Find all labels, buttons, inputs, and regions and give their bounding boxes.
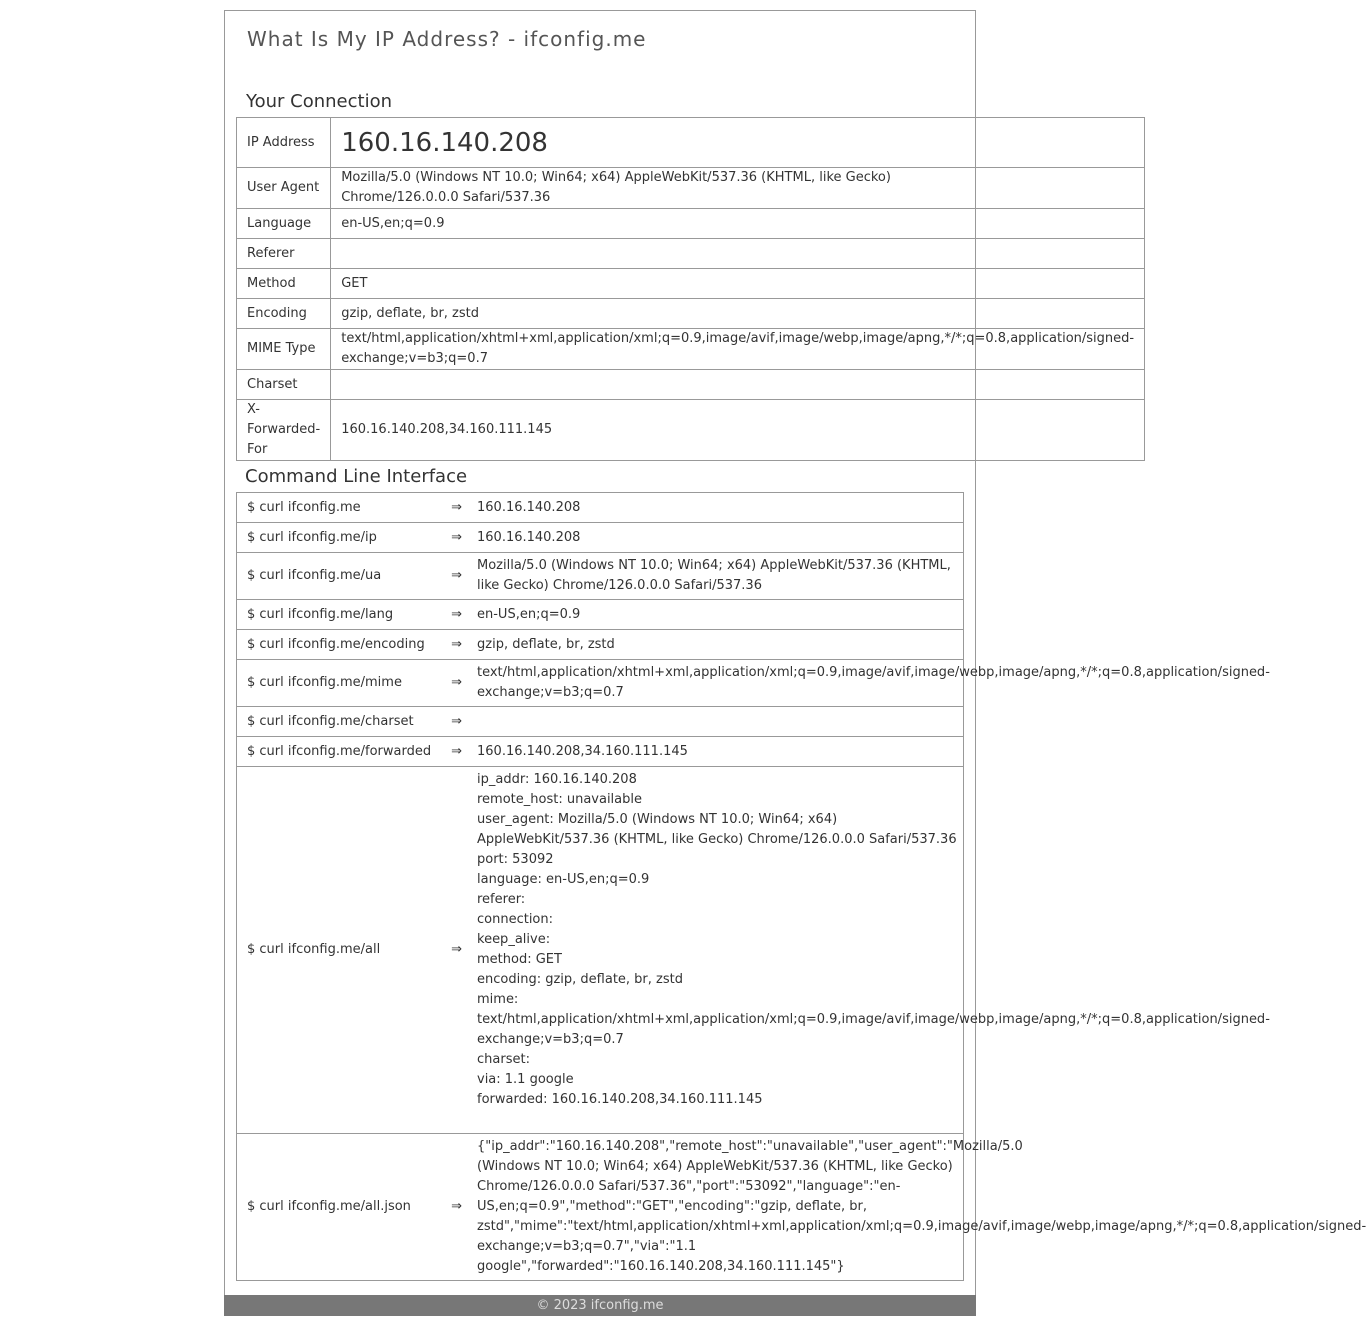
cli-row	[237, 600, 964, 630]
row-label: Method	[237, 269, 331, 299]
row-value	[331, 299, 1145, 329]
cli-output	[467, 1134, 1366, 1281]
connection-row	[237, 118, 1145, 168]
cli-command: $ curl ifconfig.me/forwarded	[237, 737, 447, 767]
connection-row	[237, 329, 1145, 370]
cli-command: $ curl ifconfig.me/all.json	[237, 1134, 447, 1281]
value-line: GET	[341, 275, 368, 291]
arrow-icon: ⇒	[446, 1134, 467, 1281]
output-line: google","forwarded":"160.16.140.208,34.160.111.145"}	[477, 1259, 845, 1274]
output-line: port: 53092	[477, 852, 554, 867]
cli-output	[467, 630, 964, 660]
output-line: via: 1.1 google	[477, 1072, 574, 1087]
cli-output	[467, 707, 964, 737]
cli-table	[236, 492, 1366, 1281]
output-line: en-US,en;q=0.9	[477, 606, 581, 622]
cli-command: $ curl ifconfig.me/charset	[237, 707, 447, 737]
cli-output	[467, 737, 964, 767]
output-line: mime:	[477, 992, 519, 1007]
row-label: MIME Type	[237, 329, 331, 370]
page-title: What Is My IP Address? - ifconfig.me	[247, 27, 647, 51]
cli-output	[467, 600, 964, 630]
cli-row	[237, 737, 964, 767]
row-label: IP Address	[237, 118, 331, 168]
cli-heading: Command Line Interface	[245, 466, 468, 487]
value-line: Mozilla/5.0 (Windows NT 10.0; Win64; x64) AppleWebKit/537.36 (KHTML, like Gecko)	[341, 170, 891, 185]
output-line: text/html,application/xhtml+xml,application/xml;q=0.9,image/avif,image/webp,image/apng,*/*;q=0.8,application/signed-	[477, 665, 1270, 680]
arrow-icon: ⇒	[446, 660, 467, 707]
output-line: Mozilla/5.0 (Windows NT 10.0; Win64; x64) AppleWebKit/537.36 (KHTML,	[477, 558, 951, 573]
row-label: User Agent	[237, 168, 331, 209]
cli-row	[237, 630, 964, 660]
connection-row	[237, 209, 1145, 239]
value-line: 160.16.140.208,34.160.111.145	[341, 422, 553, 437]
output-line: language: en-US,en;q=0.9	[477, 872, 650, 887]
row-value	[331, 400, 1145, 461]
output-line: forwarded: 160.16.140.208,34.160.111.145	[477, 1092, 763, 1107]
output-line: user_agent: Mozilla/5.0 (Windows NT 10.0; Win64; x64)	[477, 812, 838, 827]
value-line: text/html,application/xhtml+xml,application/xml;q=0.9,image/avif,image/webp,image/apng,*/*;q=0.8,application/signed-	[341, 331, 1135, 346]
connection-row	[237, 400, 1145, 461]
connection-row	[237, 239, 1145, 269]
cli-row	[237, 1134, 964, 1281]
row-label: Referer	[237, 239, 331, 269]
output-line: zstd","mime":"text/html,application/xhtml+xml,application/xml;q=0.9,image/avif,image/webp,image/apng,*/*;q=0.8,application/signed-	[477, 1219, 1366, 1234]
arrow-icon: ⇒	[446, 553, 467, 600]
cli-output	[467, 553, 964, 600]
cli-output	[467, 660, 1270, 707]
page-container	[224, 10, 1366, 1316]
connection-heading: Your Connection	[246, 91, 392, 112]
cli-row	[237, 767, 964, 1134]
output-line: keep_alive:	[477, 932, 551, 947]
output-line: 160.16.140.208,34.160.111.145	[477, 743, 688, 759]
footer: © 2023 ifconfig.me	[224, 1295, 976, 1316]
connection-row	[237, 370, 1145, 400]
value-line: 160.16.140.208	[341, 127, 548, 158]
cli-row	[237, 553, 964, 600]
row-value	[331, 209, 1145, 239]
arrow-icon: ⇒	[446, 493, 467, 523]
row-label: Encoding	[237, 299, 331, 329]
cli-row	[237, 660, 964, 707]
cli-command: $ curl ifconfig.me/ua	[237, 553, 447, 600]
row-label: Charset	[237, 370, 331, 400]
value-line: exchange;v=b3;q=0.7	[341, 351, 488, 366]
output-line: exchange;v=b3;q=0.7	[477, 685, 624, 700]
output-line	[477, 1110, 963, 1130]
row-value	[331, 329, 1145, 370]
row-value	[331, 239, 1145, 269]
arrow-icon: ⇒	[446, 737, 467, 767]
row-value	[331, 269, 1145, 299]
cli-output	[467, 523, 964, 553]
output-line: method: GET	[477, 952, 562, 967]
cli-command: $ curl ifconfig.me/ip	[237, 523, 447, 553]
cli-command: $ curl ifconfig.me/lang	[237, 600, 447, 630]
value-line: Chrome/126.0.0.0 Safari/537.36	[341, 190, 551, 205]
connection-table	[236, 117, 1145, 461]
cli-command: $ curl ifconfig.me/mime	[237, 660, 447, 707]
output-line: 160.16.140.208	[477, 529, 581, 545]
cli-command: $ curl ifconfig.me	[237, 493, 447, 523]
output-line: Chrome/126.0.0.0 Safari/537.36","port":"53092","language":"en-	[477, 1179, 901, 1194]
output-line: charset:	[477, 1052, 530, 1067]
output-line: 160.16.140.208	[477, 499, 581, 515]
connection-row	[237, 269, 1145, 299]
output-line: {"ip_addr":"160.16.140.208","remote_host":"unavailable","user_agent":"Mozilla/5.0	[477, 1139, 1023, 1154]
output-line: exchange;v=b3;q=0.7	[477, 1032, 624, 1047]
arrow-icon: ⇒	[446, 523, 467, 553]
connection-row	[237, 168, 1145, 209]
arrow-icon: ⇒	[446, 630, 467, 660]
value-line: en-US,en;q=0.9	[341, 215, 445, 231]
cli-command: $ curl ifconfig.me/encoding	[237, 630, 447, 660]
row-value	[331, 118, 1145, 168]
output-line: like Gecko) Chrome/126.0.0.0 Safari/537.36	[477, 578, 762, 593]
output-line: US,en;q=0.9","method":"GET","encoding":"gzip, deflate, br,	[477, 1199, 868, 1214]
row-label: Language	[237, 209, 331, 239]
row-value	[331, 370, 1145, 400]
output-line: referer:	[477, 892, 526, 907]
value-line: gzip, deflate, br, zstd	[341, 305, 479, 321]
output-line: remote_host: unavailable	[477, 792, 643, 807]
output-line: ip_addr: 160.16.140.208	[477, 772, 637, 787]
arrow-icon: ⇒	[446, 767, 467, 1134]
output-line: text/html,application/xhtml+xml,application/xml;q=0.9,image/avif,image/webp,image/apng,*/*;q=0.8,application/signed-	[477, 1012, 1270, 1027]
output-line: (Windows NT 10.0; Win64; x64) AppleWebKit/537.36 (KHTML, like Gecko)	[477, 1159, 953, 1174]
output-line: connection:	[477, 912, 554, 927]
cli-row	[237, 523, 964, 553]
row-label: X-Forwarded-For	[237, 400, 331, 461]
output-line: encoding: gzip, deflate, br, zstd	[477, 972, 683, 987]
cli-output	[467, 493, 964, 523]
arrow-icon: ⇒	[446, 600, 467, 630]
output-line: exchange;v=b3;q=0.7","via":"1.1	[477, 1239, 697, 1254]
connection-row	[237, 299, 1145, 329]
cli-command: $ curl ifconfig.me/all	[237, 767, 447, 1134]
cli-row	[237, 493, 964, 523]
arrow-icon: ⇒	[446, 707, 467, 737]
cli-row	[237, 707, 964, 737]
output-line: AppleWebKit/537.36 (KHTML, like Gecko) Chrome/126.0.0.0 Safari/537.36	[477, 832, 957, 847]
cli-output	[467, 767, 1270, 1134]
row-value	[331, 168, 1145, 209]
output-line: gzip, deflate, br, zstd	[477, 636, 615, 652]
